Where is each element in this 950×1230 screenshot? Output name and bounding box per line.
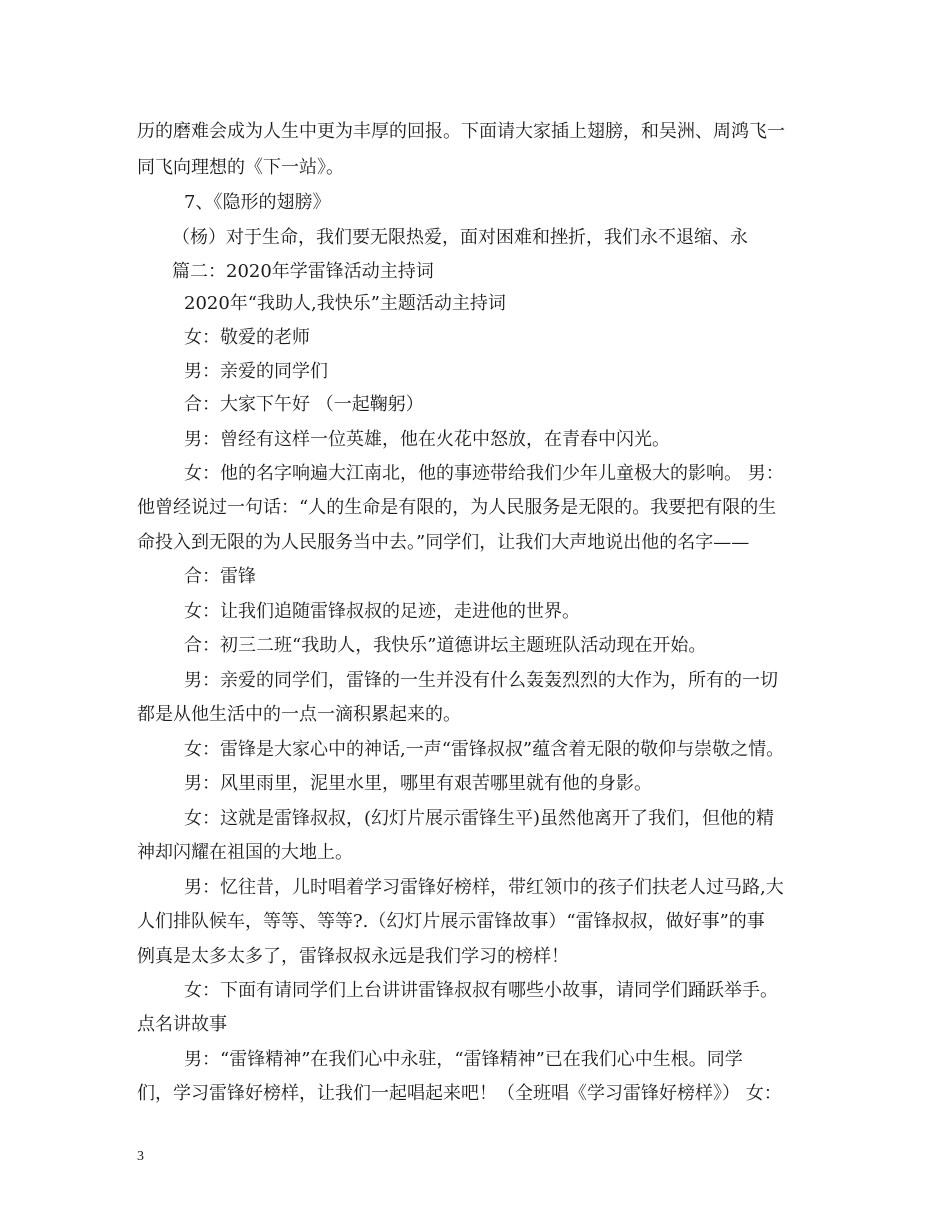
text-line: 女：雷锋是大家心中的神话,一声“雷锋叔叔”蕴含着无限的敬仰与崇敬之情。 <box>184 739 785 760</box>
text-line: 合：雷锋 <box>184 566 256 587</box>
document-subtitle: 2020年“我助人,我快乐”主题活动主持词 <box>184 293 506 314</box>
text-line: 男：风里雨里，泥里水里，哪里有艰苦哪里就有他的身影。 <box>184 773 652 794</box>
text-line: 女：下面有请同学们上台讲讲雷锋叔叔有哪些小故事，请同学们踊跃举手。 <box>184 980 778 1001</box>
section-heading: 篇二：2020年学雷锋活动主持词 <box>172 261 434 282</box>
text-line: 女：这就是雷锋叔叔，(幻灯片展示雷锋生平)虽然他离开了我们，但他的精 <box>184 808 775 829</box>
text-line: 人们排队候车，等等、等等?.（幻灯片展示雷锋故事）“雷锋叔叔，做好事”的事 <box>137 911 765 932</box>
text-line: 都是从他生活中的一点一滴积累起来的。 <box>137 704 461 725</box>
text-line: 男：亲爱的同学们 <box>184 361 328 382</box>
text-line: 点名讲故事 <box>137 1014 227 1035</box>
text-line: 合：大家下午好 （一起鞠躬） <box>184 394 424 415</box>
text-line: 合：初三二班“我助人，我快乐”道德讲坛主题班队活动现在开始。 <box>184 635 707 656</box>
text-line: 7、《隐形的翅膀》 <box>184 192 331 213</box>
text-line: （杨）对于生命，我们要无限热爱，面对困难和挫折，我们永不退缩、永 <box>172 227 748 248</box>
text-line: 女：他的名字响遍大江南北，他的事迹带给我们少年儿童极大的影响。 男： <box>184 463 784 484</box>
text-line: 同飞向理想的《下一站》。 <box>137 157 344 178</box>
text-line: 例真是太多太多了，雷锋叔叔永远是我们学习的榜样！ <box>137 946 569 967</box>
page-number: 3 <box>137 1149 144 1164</box>
text-line: 命投入到无限的为人民服务当中去。”同学们，让我们大声地说出他的名字—— <box>137 532 750 553</box>
text-line: 男：“雷锋精神”在我们心中永驻，“雷锋精神”已在我们心中生根。同学 <box>184 1049 743 1070</box>
text-line: 男：亲爱的同学们，雷锋的一生并没有什么轰轰烈烈的大作为，所有的一切 <box>184 670 778 691</box>
text-line: 男：忆往昔，儿时唱着学习雷锋好榜样，带红领巾的孩子们扶老人过马路,大 <box>184 877 784 898</box>
text-line: 们，学习雷锋好榜样，让我们一起唱起来吧！（全班唱《学习雷锋好榜样》） 女： <box>137 1083 782 1104</box>
text-line: 女：敬爱的老师 <box>184 327 310 348</box>
text-line: 女：让我们追随雷锋叔叔的足迹，走进他的世界。 <box>184 601 580 622</box>
text-line: 神却闪耀在祖国的大地上。 <box>137 842 353 863</box>
text-line: 男：曾经有这样一位英雄，他在火花中怒放，在青春中闪光。 <box>184 429 670 450</box>
text-line: 历的磨难会成为人生中更为丰厚的回报。下面请大家插上翅膀，和吴洲、周鸿飞一 <box>137 121 785 142</box>
text-line: 他曾经说过一句话：“人的生命是有限的，为人民服务是无限的。我要把有限的生 <box>137 497 777 518</box>
